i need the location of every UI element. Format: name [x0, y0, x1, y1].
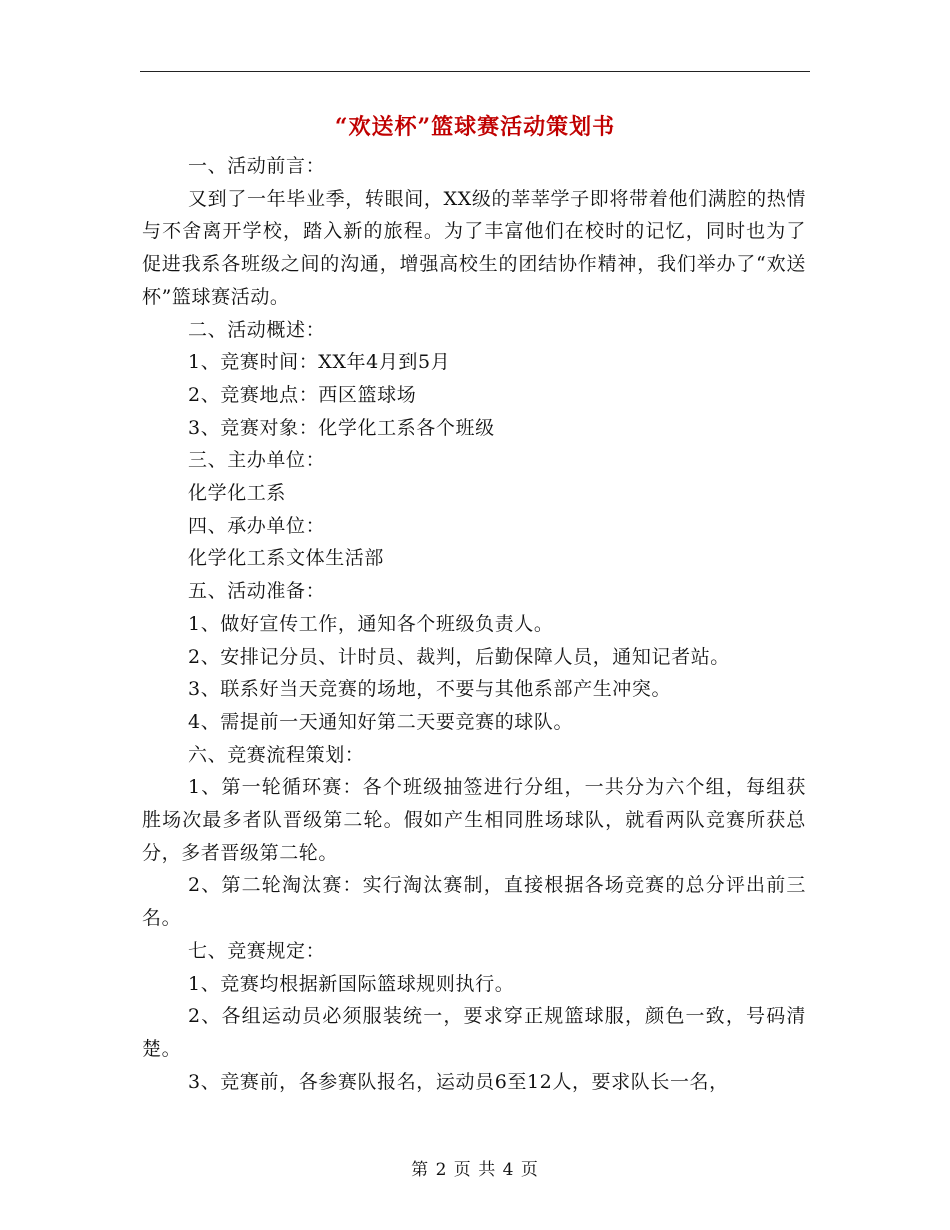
paragraph: 七、竞赛规定： [188, 939, 326, 962]
paragraph: 3、竞赛前，各参赛队报名，运动员6至12人，要求队长一名， [188, 1070, 729, 1093]
paragraph: 1、做好宣传工作，通知各个班级负责人。 [188, 612, 554, 635]
paragraph: 又到了一年毕业季，转眼间，XX级的莘莘学子即将带着他们满腔的热情与不舍离开学校，踏入新的旅程。为了丰富他们在校时的记忆，同时也为了促进我系各班级之间的沟通，增强高校生的团结协作精神，我们举办了“欢送杯”篮球赛活动。 [142, 187, 806, 308]
paragraph: 3、联系好当天竞赛的场地，不要与其他系部产生冲突。 [188, 678, 672, 701]
paragraph: 4、需提前一天通知好第二天要竞赛的球队。 [188, 710, 574, 733]
paragraph: 1、竞赛均根据新国际篮球规则执行。 [188, 972, 515, 995]
paragraph: 1、第一轮循环赛：各个班级抽签进行分组，一共分为六个组，每组获胜场次最多者队晋级第二轮。假如产生相同胜场球队，就看两队竞赛所获总分，多者晋级第二轮。 [142, 776, 806, 864]
paragraph: 四、承办单位： [188, 514, 326, 537]
header-rule [140, 71, 810, 72]
paragraph: 六、竞赛流程策划： [188, 743, 365, 766]
paragraph: 三、主办单位： [188, 449, 326, 472]
paragraph: 化学化工系文体生活部 [188, 547, 385, 570]
document-body [142, 150, 806, 1098]
paragraph: 二、活动概述： [188, 318, 326, 341]
paragraph: 3、竞赛对象：化学化工系各个班级 [188, 416, 495, 439]
paragraph: 一、活动前言： [188, 155, 326, 177]
paragraph: 1、竞赛时间：XX年4月到5月 [188, 351, 451, 374]
document-title: “欢送杯”篮球赛活动策划书 [334, 114, 616, 140]
paragraph: 2、各组运动员必须服装统一，要求穿正规篮球服，颜色一致，号码清楚。 [142, 1005, 806, 1060]
paragraph: 2、第二轮淘汰赛：实行淘汰赛制，直接根据各场竞赛的总分评出前三名。 [142, 874, 806, 930]
paragraph: 2、竞赛地点：西区篮球场 [188, 383, 417, 406]
page-footer: 第 2 页 共 4 页 [411, 1160, 539, 1180]
paragraph: 化学化工系 [188, 482, 287, 505]
paragraph: 2、安排记分员、计时员、裁判，后勤保障人员，通知记者站。 [188, 645, 730, 668]
paragraph: 五、活动准备： [188, 580, 326, 603]
